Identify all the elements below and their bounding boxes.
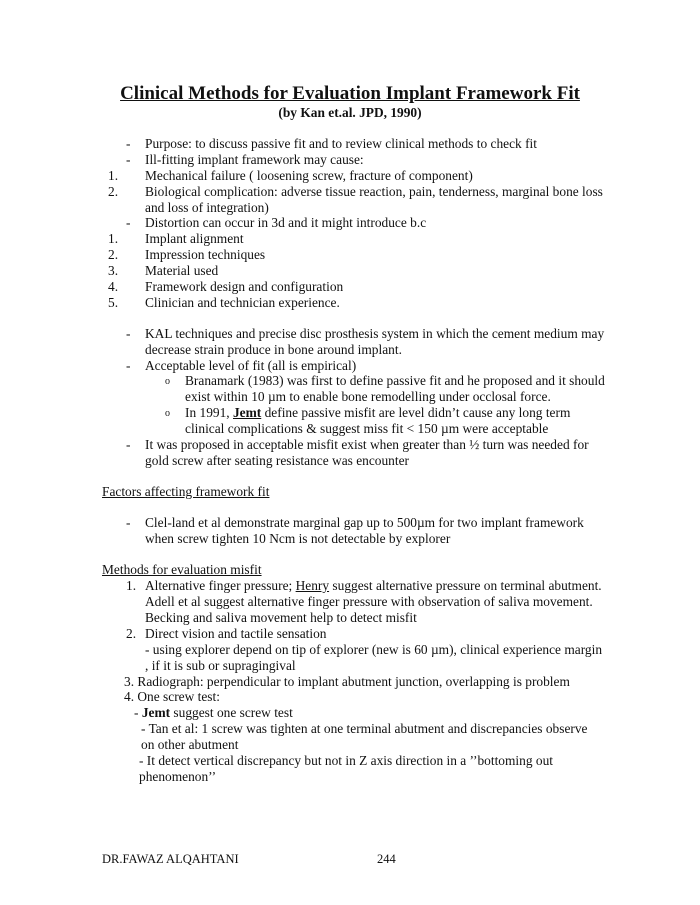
bullet-text: KAL techniques and precise disc prosthesis system in which the cement medium may xyxy=(145,326,605,341)
list-number: 4. xyxy=(108,279,119,294)
circle-marker: o xyxy=(165,408,170,419)
sub-bullet-text-continued: exist within 10 µm to enable bone remodelling under occlosal force. xyxy=(185,389,551,404)
page-number: 244 xyxy=(377,852,396,866)
bullet-marker: - xyxy=(126,215,131,230)
method-2-line-3: , if it is sub or supragingival xyxy=(145,658,296,673)
page-subtitle: (by Kan et.al. JPD, 1990) xyxy=(278,105,422,120)
dash: - xyxy=(134,705,142,720)
list-number: 5. xyxy=(108,295,119,310)
jemt-prefix: In 1991, xyxy=(185,405,233,420)
bullet-marker: - xyxy=(126,515,131,530)
footer-author: DR.FAWAZ ALQAHTANI xyxy=(102,852,239,866)
list-text: Material used xyxy=(145,263,219,278)
bullet-marker: - xyxy=(126,326,131,341)
method-4: 4. One screw test: xyxy=(124,689,220,704)
method-4-tan: - Tan et al: 1 screw was tighten at one terminal abutment and discrepancies observe xyxy=(141,721,588,736)
sub-bullet-text-continued: clinical complications & suggest miss fit < 150 µm were acceptable xyxy=(185,421,549,436)
list-text: Framework design and configuration xyxy=(145,279,344,294)
list-text: Mechanical failure ( loosening screw, fracture of component) xyxy=(145,168,473,183)
jemt-name: Jemt xyxy=(141,705,171,720)
list-text-continued: and loss of integration) xyxy=(145,200,269,215)
method-4-jemt xyxy=(134,705,293,721)
bullet-text: Ill-fitting implant framework may cause: xyxy=(145,152,364,167)
method-1-title: Alternative finger pressure xyxy=(145,578,289,593)
list-text: Implant alignment xyxy=(145,231,244,246)
method-3: 3. Radiograph: perpendicular to implant abutment junction, overlapping is problem xyxy=(124,674,570,689)
bullet-text: Distortion can occur in 3d and it might introduce b.c xyxy=(145,215,427,230)
page-title: Clinical Methods for Evaluation Implant Framework Fit xyxy=(120,83,580,104)
list-text: Biological complication: adverse tissue reaction, pain, tenderness, marginal bone loss xyxy=(145,184,603,199)
method-text: Direct vision and tactile sensation xyxy=(145,626,327,641)
circle-marker: o xyxy=(165,376,170,387)
list-text: Impression techniques xyxy=(145,247,266,262)
method-4-tan-cont: on other abutment xyxy=(141,737,239,752)
section-heading-methods: Methods for evaluation misfit xyxy=(102,562,262,577)
bullet-text: It was proposed in acceptable misfit exist when greater than ½ turn was needed for xyxy=(145,437,589,452)
list-number: 1. xyxy=(108,168,119,183)
jemt-text: suggest one screw test xyxy=(170,705,293,720)
list-text: Clinician and technician experience. xyxy=(145,295,340,310)
list-number: 3. xyxy=(108,263,119,278)
henry-name: Henry xyxy=(295,578,330,593)
bullet-text: Acceptable level of fit (all is empirical) xyxy=(145,358,357,373)
bullet-marker: - xyxy=(126,358,131,373)
list-number: 2. xyxy=(126,626,137,641)
method-1-rest: suggest alternative pressure on terminal abutment. xyxy=(329,578,602,593)
bullet-text-continued: when screw tighten 10 Ncm is not detectable by explorer xyxy=(145,531,451,546)
method-4-vertical-cont: phenomenon’’ xyxy=(139,769,217,784)
bullet-text: Purpose: to discuss passive fit and to review clinical methods to check fit xyxy=(145,136,537,151)
bullet-text-continued: gold screw after seating resistance was encounter xyxy=(145,453,409,468)
bullet-marker: - xyxy=(126,437,131,452)
method-1-line-2: Adell et al suggest alternative finger pressure with observation of saliva movement. xyxy=(145,594,593,609)
method-text xyxy=(145,578,602,594)
sub-bullet-text: Branamark (1983) was first to define passive fit and he proposed and it should xyxy=(185,373,605,388)
bullet-text-continued: decrease strain produce in bone around implant. xyxy=(145,342,402,357)
separator: ; xyxy=(288,578,296,593)
list-number: 2. xyxy=(108,247,119,262)
method-2-line-2: - using explorer depend on tip of explorer (new is 60 µm), clinical experience margin xyxy=(145,642,603,657)
bullet-marker: - xyxy=(126,152,131,167)
section-heading-factors: Factors affecting framework fit xyxy=(102,484,270,499)
list-number: 2. xyxy=(108,184,119,199)
jemt-name: Jemt xyxy=(232,405,262,420)
sub-bullet-text xyxy=(185,405,570,421)
list-number: 1. xyxy=(126,578,137,593)
method-4-vertical: - It detect vertical discrepancy but not in Z axis direction in a ’’bottoming out xyxy=(139,753,553,768)
bullet-marker: - xyxy=(126,136,131,151)
method-1-line-3: Becking and saliva movement help to detect misfit xyxy=(145,610,417,625)
bullet-text: Clel-land et al demonstrate marginal gap up to 500µm for two implant framework xyxy=(145,515,584,530)
list-number: 1. xyxy=(108,231,119,246)
jemt-suffix: define passive misfit are level didn’t cause any long term xyxy=(261,405,571,420)
